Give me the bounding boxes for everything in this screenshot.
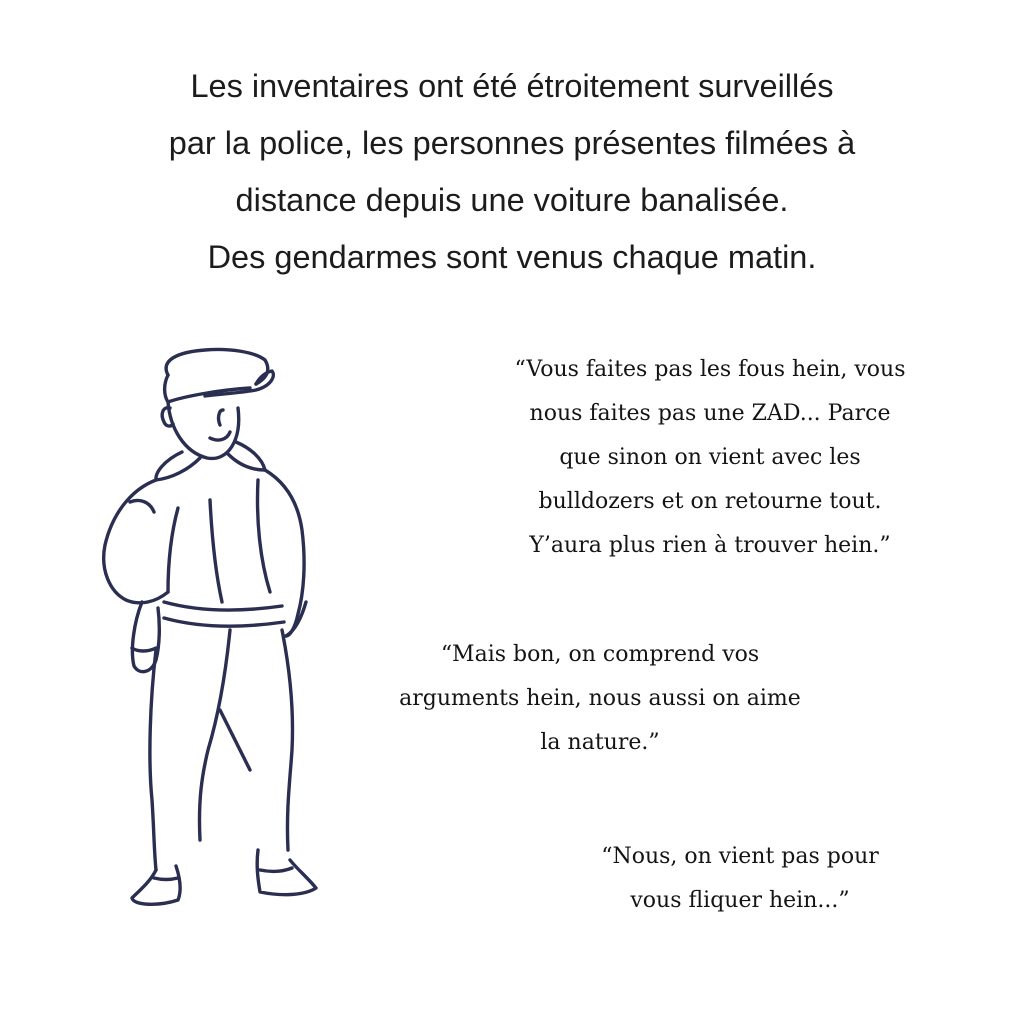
intro-line: par la police, les personnes présentes filmées à	[168, 125, 856, 161]
quote-line: la nature.”	[540, 730, 660, 755]
quote-line: que sinon on vient avec les	[559, 445, 861, 470]
quote-bulldozers	[440, 348, 980, 568]
quote-line: “Vous faites pas les fous hein, vous	[514, 357, 906, 382]
gendarme-drawing-icon	[60, 330, 360, 930]
quote-line: “Mais bon, on comprend vos	[440, 642, 760, 667]
quote-line: “Nous, on vient pas pour	[601, 844, 879, 869]
intro-line: Des gendarmes sont venus chaque matin.	[207, 239, 817, 275]
quote-line: bulldozers et on retourne tout.	[538, 489, 882, 514]
quote-line: vous fliquer hein...”	[630, 888, 850, 913]
quote-line: arguments hein, nous aussi on aime	[399, 686, 801, 711]
intro-text	[60, 58, 964, 286]
intro-line: distance depuis une voiture banalisée.	[235, 182, 789, 218]
quote-line: nous faites pas une ZAD... Parce	[529, 401, 891, 426]
intro-line: Les inventaires ont été étroitement surveillés	[190, 68, 834, 104]
quote-line: Y’aura plus rien à trouver hein.”	[529, 533, 891, 558]
quote-fliquer	[510, 835, 970, 923]
quote-nature	[330, 633, 870, 765]
